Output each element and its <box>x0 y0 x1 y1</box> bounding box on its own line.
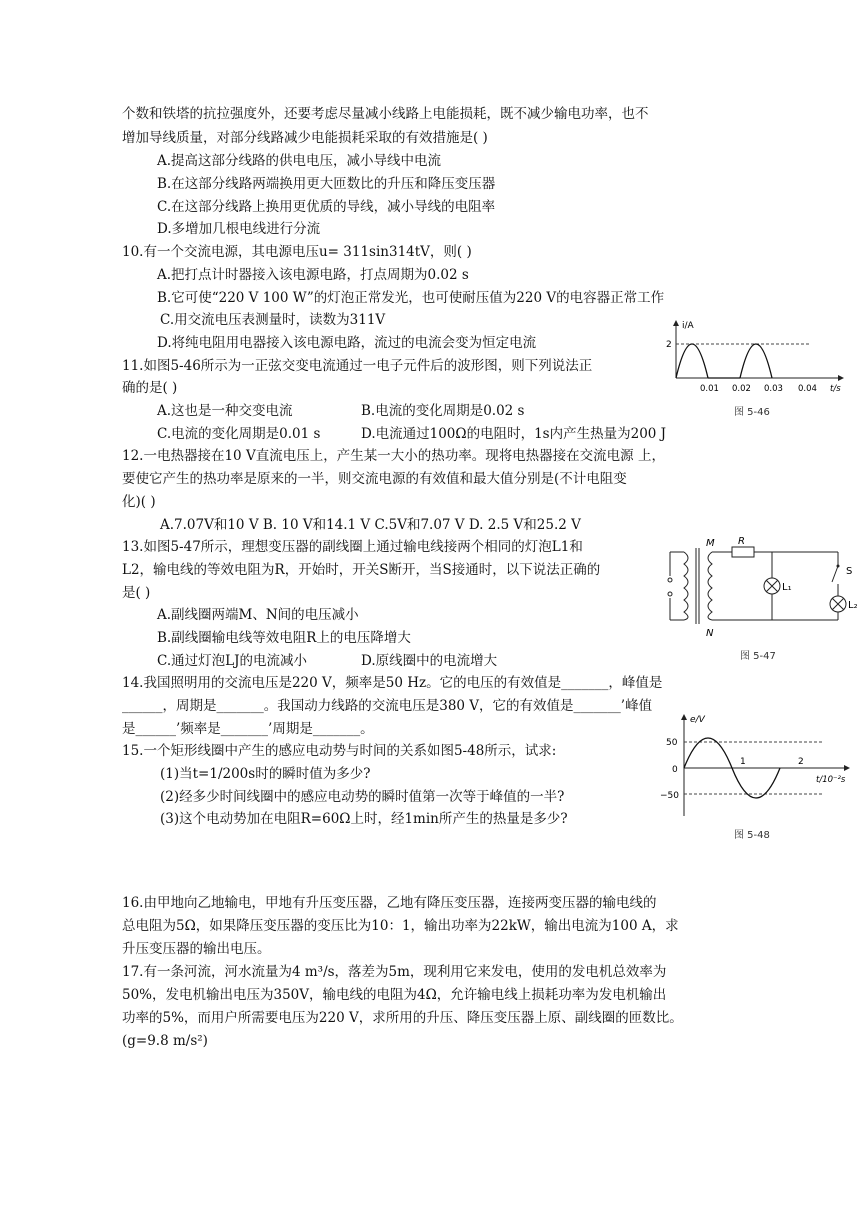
question-16: 16.由甲地向乙地输电，甲地有升压变压器，乙地有降压变压器，连接两变压器的输电线的 <box>122 895 657 911</box>
question-17: 17.有一条河流，河水流量为4 m³/s，落差为5m，现利用它来发电，使用的发电机总效率为 <box>122 964 667 980</box>
tick-50: 50 <box>666 738 678 748</box>
option-line: A.提高这部分线路的供电电压，减小导线中电流 <box>157 153 442 169</box>
option-line: C.通过灯泡LJ的电流减小 <box>157 653 308 669</box>
option-line: D.电流通过100Ω的电阻时，1s内产生热量为200 J <box>361 426 667 442</box>
tick-label: 0.03 <box>764 384 783 394</box>
label-M: M <box>706 538 715 549</box>
label-N: N <box>706 628 714 639</box>
tick-2: 2 <box>798 757 804 767</box>
text-line: 是( ) <box>122 585 151 601</box>
label-L1: L₁ <box>782 582 792 593</box>
option-line: A.把打点计时器接入该电源电路，打点周期为0.02 s <box>157 267 469 283</box>
question-12: 12.一电热器接在10 V直流电压上，产生某一大小的热功率。现将电热器接在交流电源 上， <box>122 448 665 464</box>
peak-label: 2 <box>666 340 672 350</box>
label-L2: L₂ <box>848 600 858 611</box>
y-axis-label: e/V <box>690 715 705 725</box>
question-15: 15.一个矩形线圈中产生的感应电动势与时间的关系如图5-48所示，试求: <box>122 743 557 759</box>
tick-label: 0.01 <box>700 384 719 394</box>
y-axis-label: i/A <box>682 321 694 331</box>
option-line: D.多增加几根电线进行分流 <box>157 221 321 237</box>
option-line: C.电流的变化周期是0.01 s <box>157 426 321 442</box>
text-line: (g=9.8 m/s²) <box>122 1033 208 1049</box>
question-13: 13.如图5-47所示，理想变压器的副线圈上通过输电线接两个相同的灯泡L1和 <box>122 539 583 555</box>
figure-caption: 图 5-47 <box>740 651 776 662</box>
option-line: D.原线圈中的电流增大 <box>361 653 498 669</box>
sub-question: (2)经多少时间线圈中的感应电动势的瞬时值第一次等于峰值的一半? <box>160 789 565 805</box>
tick-label: 0.04 <box>798 384 817 394</box>
sub-question: (1)当t=1/200s时的瞬时值为多少? <box>160 766 371 782</box>
figure-caption: 图 5-46 <box>734 407 770 418</box>
text-line: 50%，发电机输出电压为350V，输电线的电阻为4Ω，允许输电线上损耗功率为发电机输出 <box>122 987 667 1003</box>
option-line: B.电流的变化周期是0.02 s <box>361 403 525 419</box>
option-line: C.用交流电压表测量时，读数为311V <box>160 312 386 328</box>
text-line: 总电阻为5Ω，如果降压变压器的变压比为10：1，输出功率为22kW，输出电流为100 A，求 <box>122 918 679 934</box>
option-line: D.将纯电阻用电器接入该电源电路，流过的电流会变为恒定电流 <box>157 335 537 351</box>
text-line: 确的是( ) <box>122 380 178 396</box>
option-line: B.在这部分线路两端换用更大匝数比的升压和降压变压器 <box>157 176 496 192</box>
figure-5-48 <box>660 712 856 822</box>
tick-0: 0 <box>672 765 678 775</box>
tick-neg50: −50 <box>660 791 679 801</box>
figure-5-47 <box>660 532 858 644</box>
text-line: ______，周期是_______。我国动力线路的交流电压是380 V，它的有效值是_______’峰值 <box>122 698 653 714</box>
sub-question: (3)这个电动势加在电阻R=60Ω上时，经1min所产生的热量是多少? <box>160 811 568 827</box>
figure-5-46 <box>660 318 850 400</box>
label-S: S <box>846 566 853 577</box>
text-line: 个数和铁塔的抗拉强度外，还要考虑尽量减小线路上电能损耗，既不减少输电功率，也不 <box>122 106 649 122</box>
text-line: 功率的5%，而用户所需要电压为220 V，求所用的升压、降压变压器上原、副线圈的匝数比。 <box>122 1010 683 1026</box>
option-line: B.副线圈输电线等效电阻R上的电压降增大 <box>157 630 411 646</box>
label-R: R <box>738 536 745 547</box>
option-line: A.这也是一种交变电流 <box>157 403 293 419</box>
question-11: 11.如图5-46所示为一正弦交变电流通过一电子元件后的波形图，则下列说法正 <box>122 358 593 374</box>
text-line: L2，输电线的等效电阻为R，开始时，开关S断开，当S接通时，以下说法正确的 <box>122 562 601 578</box>
tick-label: 0.02 <box>732 384 751 394</box>
tick-1: 1 <box>740 757 746 767</box>
question-14: 14.我国照明用的交流电压是220 V，频率是50 Hz。它的电压的有效值是_______，峰值是 <box>122 675 663 691</box>
text-line: 化)( ) <box>122 494 156 510</box>
option-line: A.7.07V和10 V B. 10 V和14.1 V C.5V和7.07 V D. 2.5 V和25.2 V <box>160 517 581 533</box>
option-line: C.在这部分线路上换用更优质的导线，减小导线的电阻率 <box>157 199 496 215</box>
x-axis-label: t/10⁻²s <box>816 775 846 785</box>
option-line: B.它可使“220 V 100 W”的灯泡正常发光，也可使耐压值为220 V的电容器正常工作 <box>157 290 665 306</box>
text-line: 是______’频率是_______’周期是_______。 <box>122 721 374 737</box>
question-10: 10.有一个交流电源，其电源电压u= 311sin314tV，则( ) <box>122 244 472 260</box>
figure-caption: 图 5-48 <box>734 830 770 841</box>
text-line: 升压变压器的输出电压。 <box>122 941 271 957</box>
text-line: 增加导线质量，对部分线路减少电能损耗采取的有效措施是( ) <box>122 130 488 146</box>
x-axis-label: t/s <box>830 384 841 394</box>
option-line: A.副线圈两端M、N间的电压减小 <box>157 607 359 623</box>
text-line: 要使它产生的热功率是原来的一半，则交流电源的有效值和最大值分别是(不计电阻变 <box>122 471 627 487</box>
